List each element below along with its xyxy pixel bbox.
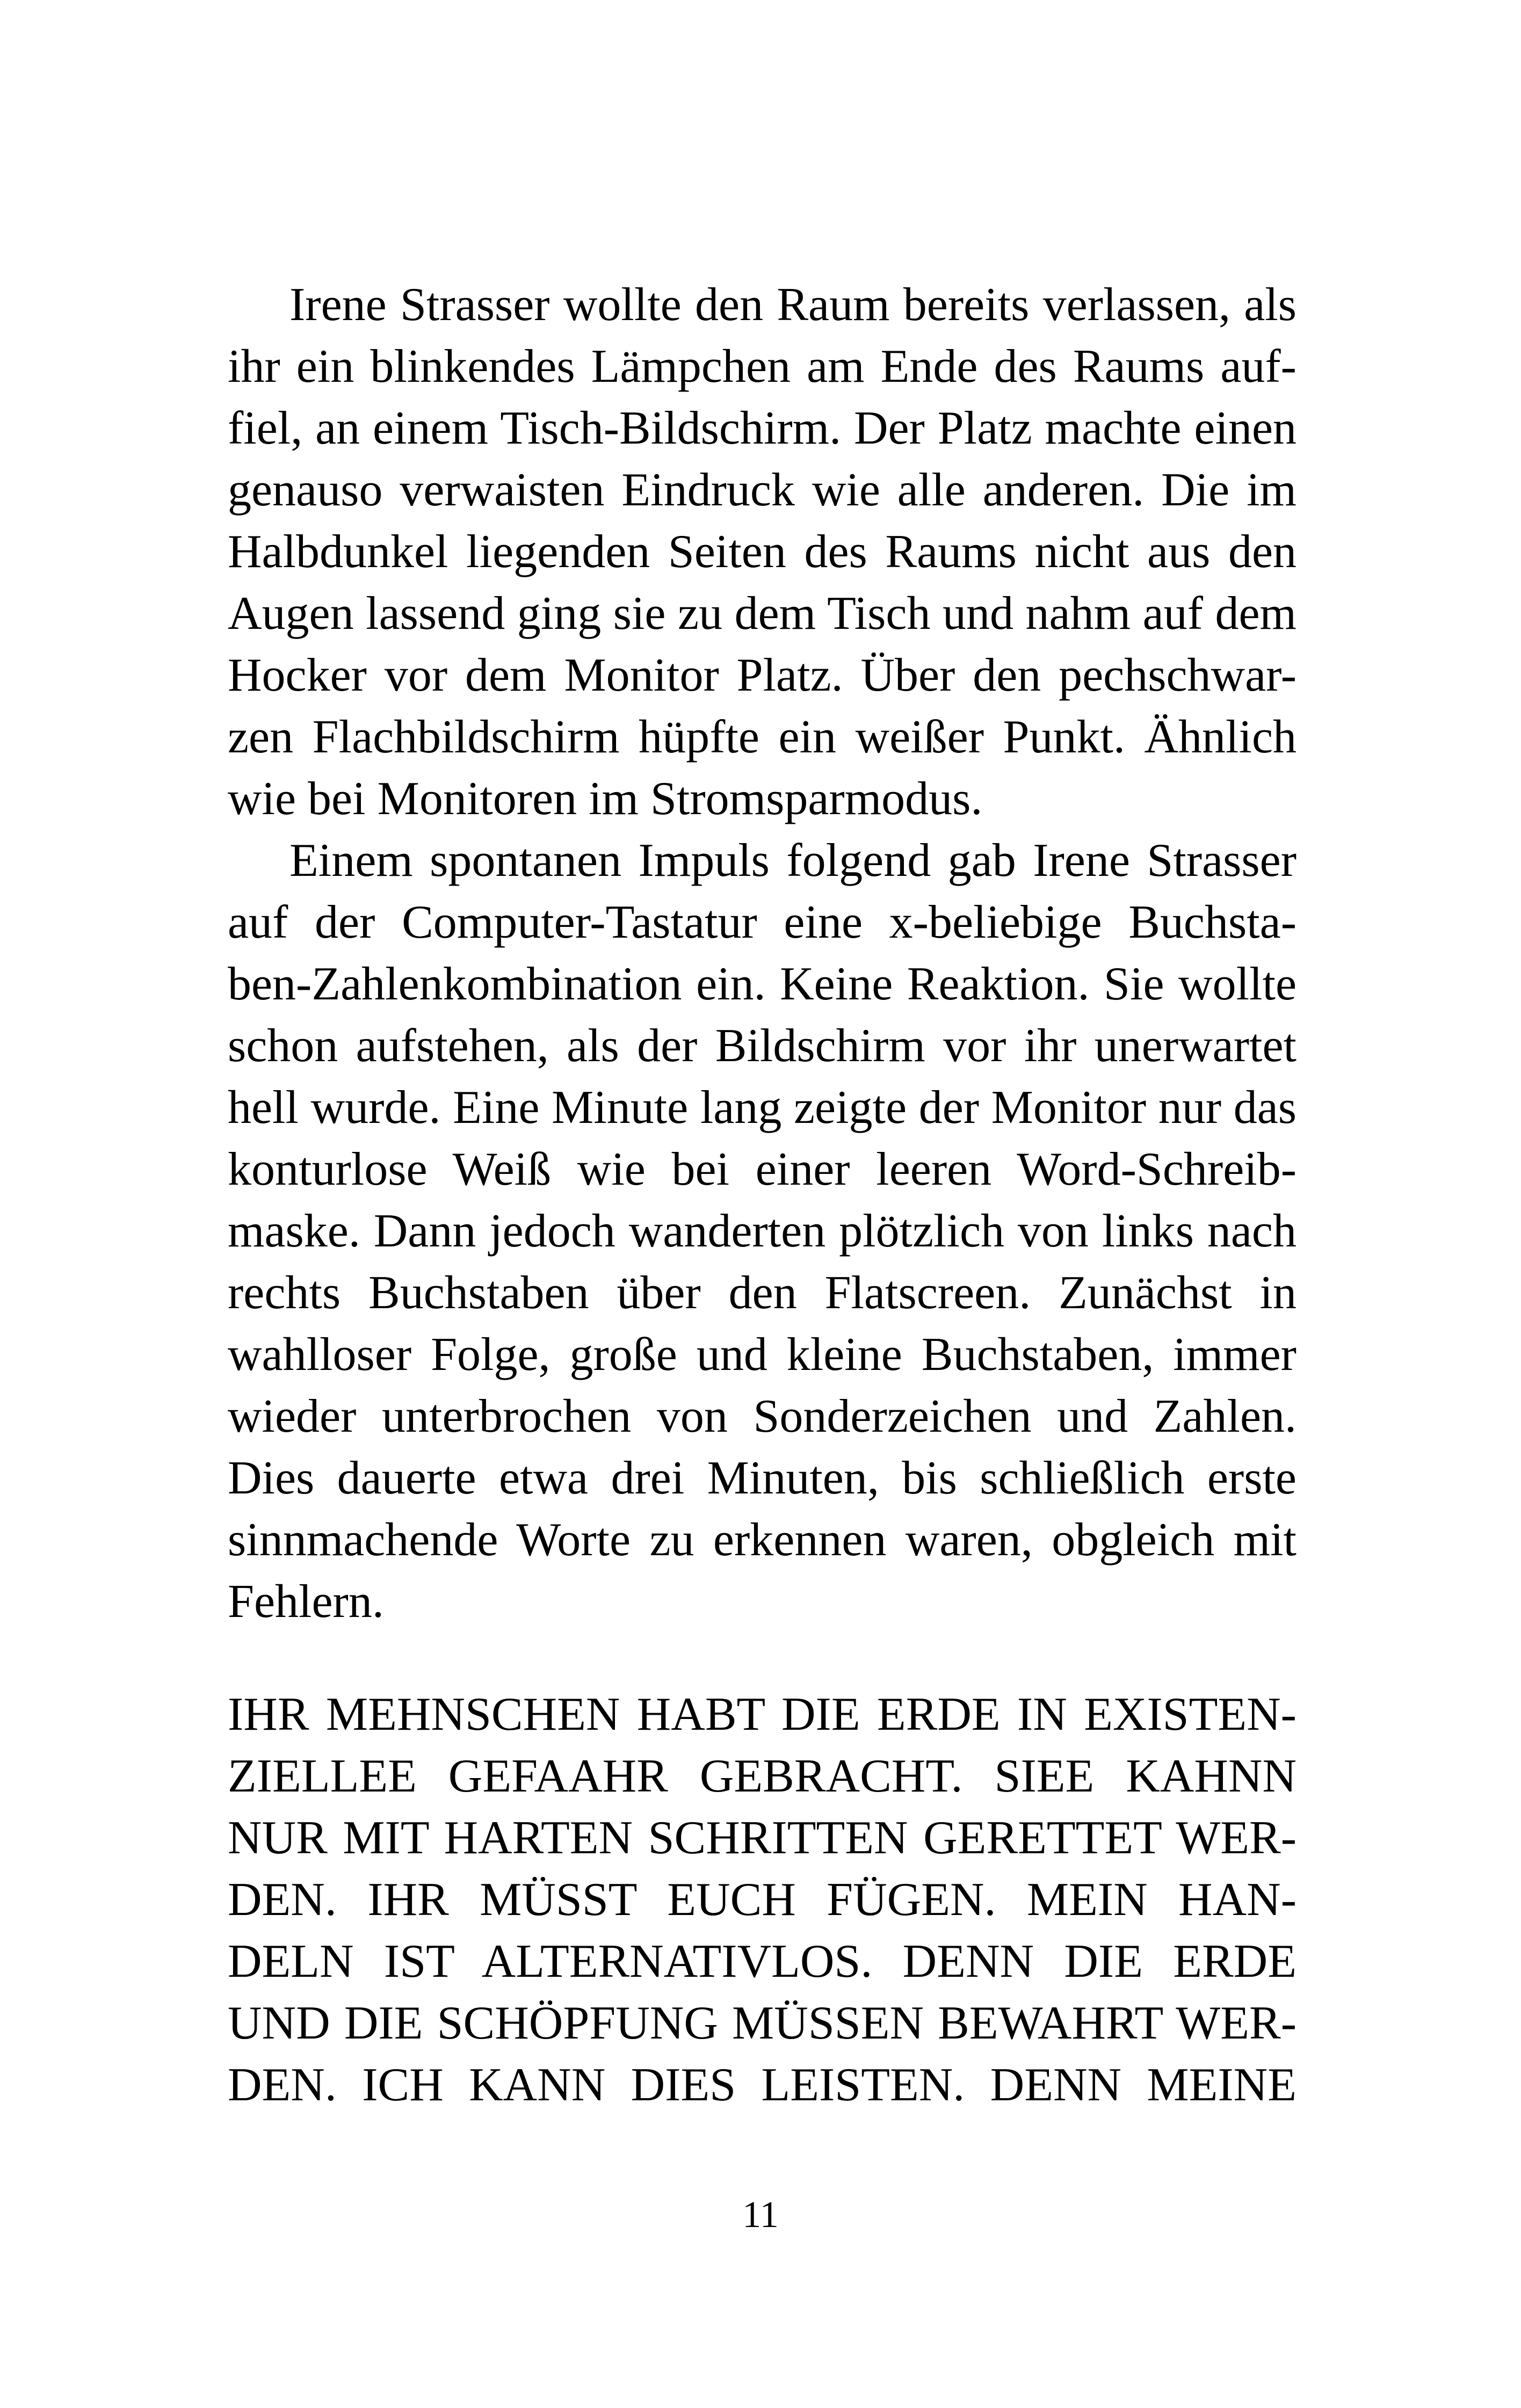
text-line: ihr ein blinkendes Lämpchen am Ende des Raums auf- [228, 340, 1297, 393]
text-line: Hocker vor dem Monitor Platz. Über den pechschwar- [228, 649, 1297, 701]
text-line: rechts Buchstaben über den Flatscreen. Zunächst in [228, 1267, 1297, 1319]
text-line: ben-Zahlenkombination ein. Keine Reaktion. Sie wollte [228, 958, 1297, 1010]
message-line: UND DIE SCHÖPFUNG MÜSSEN BEWAHRT WER- [228, 1997, 1297, 2049]
text-line: Fehlern. [228, 1576, 384, 1628]
text-line: Augen lassend ging sie zu dem Tisch und nahm auf dem [228, 588, 1297, 640]
text-line: wieder unterbrochen von Sonderzeichen und Zahlen. [228, 1390, 1297, 1442]
message-line: IHR MEHNSCHEN HABT DIE ERDE IN EXISTEN- [228, 1688, 1297, 1740]
text-line: Einem spontanen Impuls folgend gab Irene Strasser [289, 835, 1297, 887]
text-line: zen Flachbildschirm hüpfte ein weißer Punkt. Ähnlich [228, 711, 1297, 763]
screen-message [228, 1684, 1297, 2116]
text-line: wahlloser Folge, große und kleine Buchstaben, immer [228, 1329, 1297, 1381]
text-line: Dies dauerte etwa drei Minuten, bis schließlich erste [228, 1452, 1297, 1504]
text-line: genauso verwaisten Eindruck wie alle anderen. Die im [228, 464, 1297, 516]
message-line: DELN IST ALTERNATIVLOS. DENN DIE ERDE [228, 1935, 1297, 1988]
text-line: konturlose Weiß wie bei einer leeren Word-Schreib- [228, 1143, 1297, 1195]
text-line: auf der Computer-Tastatur eine x-beliebige Buchsta- [228, 896, 1297, 948]
narrative-text [228, 274, 1297, 1633]
message-line: NUR MIT HARTEN SCHRITTEN GERETTET WER- [228, 1812, 1297, 1864]
text-line: sinnmachende Worte zu erkennen waren, obgleich mit [228, 1514, 1297, 1566]
text-line: maske. Dann jedoch wanderten plötzlich von links nach [228, 1205, 1297, 1257]
page-number: 11 [742, 2194, 779, 2236]
text-line: Irene Strasser wollte den Raum bereits verlassen, als [289, 279, 1297, 331]
message-line: DEN. ICH KANN DIES LEISTEN. DENN MEINE [228, 2059, 1297, 2111]
text-line: hell wurde. Eine Minute lang zeigte der Monitor nur das [228, 1082, 1297, 1134]
message-line: DEN. IHR MÜSST EUCH FÜGEN. MEIN HAN- [228, 1874, 1297, 1926]
text-line: fiel, an einem Tisch-Bildschirm. Der Platz machte einen [228, 402, 1297, 454]
text-line: schon aufstehen, als der Bildschirm vor ihr unerwartet [228, 1020, 1297, 1072]
text-line: Halbdunkel liegenden Seiten des Raums nicht aus den [228, 526, 1297, 578]
text-line: wie bei Monitoren im Stromsparmodus. [228, 773, 983, 825]
message-line: ZIELLEE GEFAAHR GEBRACHT. SIEE KAHNN [228, 1750, 1297, 1802]
